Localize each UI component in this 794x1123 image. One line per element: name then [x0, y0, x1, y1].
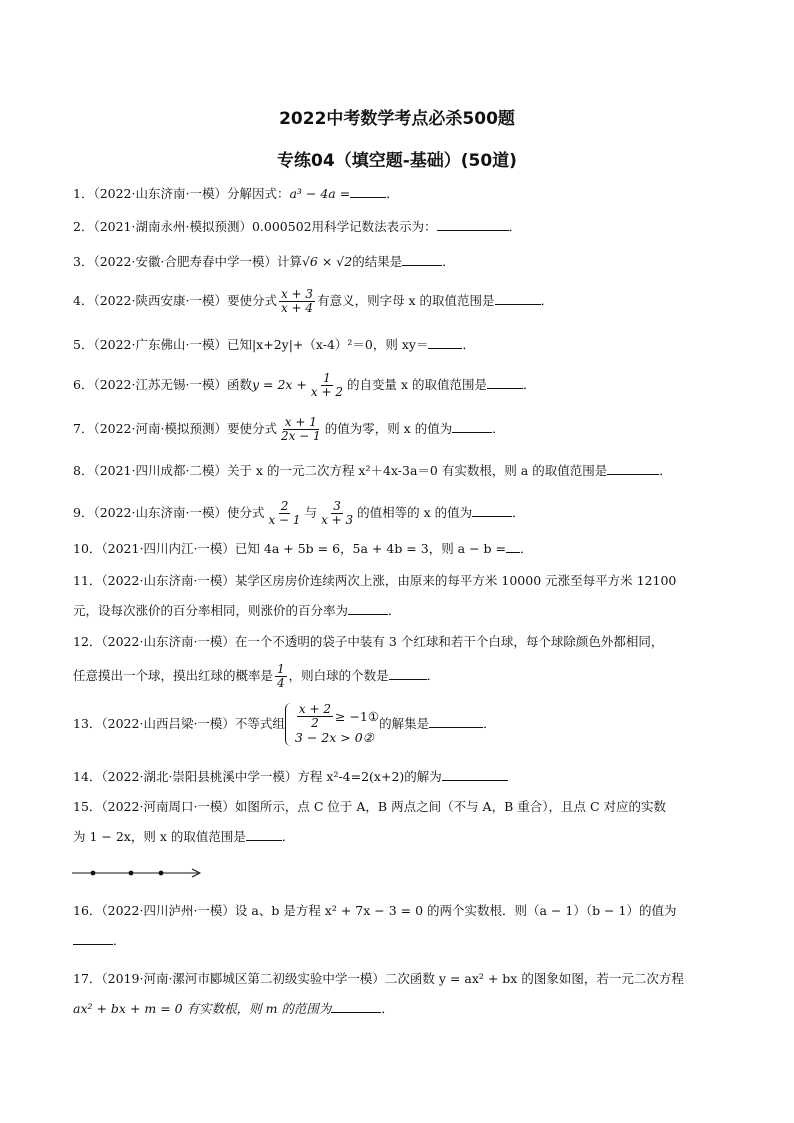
answer-blank[interactable] — [73, 932, 113, 945]
answer-blank[interactable] — [452, 420, 492, 433]
question-16: 16．（2022·四川泸州·一模）设 a、b 是方程 x² + 7x − 3 = 0 的两个实数根．则（a − 1）（b − 1）的值为 ． — [73, 903, 677, 948]
question-14: 14．（2022·湖北·崇阳县桃溪中学一模）方程 x²-4=2(x+2)的解为 — [73, 768, 508, 786]
answer-blank[interactable] — [246, 828, 282, 841]
fraction: $\frac{x + 3}{x + 4}$ — [280, 287, 314, 315]
answer-blank[interactable] — [487, 376, 523, 389]
fraction: $\frac{x + 1}{2x - 1}$ — [280, 415, 321, 443]
answer-blank[interactable] — [402, 253, 442, 266]
fraction: $\frac{3}{x + 3}$ — [321, 499, 354, 527]
point-c — [129, 871, 134, 876]
answer-blank[interactable] — [429, 715, 483, 728]
question-9: 9．（2022·山东济南·一模）使分式 $\frac{2}{x - 1}$ 与 $\frac{3}{x + 3}$ 的值相等的 x 的值为 ． — [73, 499, 525, 527]
answer-blank[interactable] — [389, 667, 427, 680]
question-3: 3．（2022·安徽·合肥寿春中学一模）计算√6 × √2的结果是 ． — [73, 254, 455, 269]
answer-blank[interactable] — [472, 504, 512, 517]
fraction: $\frac{x + 2}{2}$ — [298, 702, 332, 730]
document-title: 2022中考数学考点必杀500题 — [279, 109, 515, 129]
answer-blank[interactable] — [495, 292, 541, 305]
expression: y = 2x + — [251, 377, 307, 392]
answer-blank[interactable] — [442, 768, 508, 781]
question-8: 8．（2021·四川成都·二模）关于 x 的一元二次方程 x²＋4x-3a＝0 有实数根，则 a 的取值范围是 ． — [73, 463, 672, 478]
expression: √6 × √2 — [301, 254, 353, 269]
question-4: 4．（2022·陕西安康·一模）要使分式 $\frac{x + 3}{x + 4}$ 有意义，则字母 x 的取值范围是 ． — [73, 287, 554, 315]
question-15: 15．（2022·河南周口·一模）如图所示，点 C 位于 A，B 两点之间（不与 A，B 重合），且点 C 对应的实数 为 1 − 2x，则 x 的取值范围是 ． — [73, 799, 667, 844]
answer-blank[interactable] — [428, 336, 462, 349]
expression: a³ − 4a = — [289, 186, 351, 201]
question-11: 11．（2022·山东济南·一模）某学区房房价连续两次上涨，由原来的每平方米 10000 元涨至每平方米 12100 元，设每次涨价的百分率相同，则涨价的百分率为 ． — [73, 573, 677, 618]
question-12: 12．（2022·山东济南·一模）在一个不透明的袋子中装有 3 个红球和若干个白球，每个球除颜色外都相同， 任意摸出一个球，摸出红球的概率是 $\frac{1}{4}$ ，则白球的个数是 ． — [73, 634, 664, 690]
question-5: 5．（2022·广东佛山·一模）已知|x+2y|+（x-4）²＝0，则 xy＝ ． — [73, 337, 475, 352]
question-1: 1．（2022·山东济南·一模）分解因式：a³ − 4a = ． — [73, 186, 399, 201]
point-b — [159, 871, 164, 876]
number-line-figure — [70, 856, 210, 892]
fraction: $\frac{1}{4}$ — [277, 662, 285, 690]
answer-blank[interactable] — [506, 540, 520, 553]
fraction: $\frac{2}{x - 1}$ — [268, 499, 301, 527]
point-a — [91, 871, 96, 876]
question-13: 13．（2022·山西吕梁·一模）不等式组 $\frac{x + 2}{2}$ ≥ −1① 3 − 2x > 0② 的解集是 ． — [73, 702, 496, 745]
answer-blank[interactable] — [350, 185, 386, 198]
answer-blank[interactable] — [437, 218, 509, 231]
answer-blank[interactable] — [607, 462, 659, 475]
fraction: $\frac{1}{x + 2}$ — [310, 371, 343, 399]
question-2: 2．（2021·湖南永州·模拟预测）0.000502用科学记数法表示为： ． — [73, 219, 522, 234]
document-subtitle: 专练04（填空题-基础）(50道) — [277, 151, 517, 171]
answer-blank[interactable] — [331, 1000, 381, 1013]
inequality-system: $\frac{x + 2}{2}$ ≥ −1① 3 − 2x > 0② — [285, 703, 379, 746]
question-7: 7．（2022·河南·模拟预测）要使分式 $\frac{x + 1}{2x - 1}$ 的值为零，则 x 的值为 ． — [73, 415, 505, 443]
answer-blank[interactable] — [348, 602, 388, 615]
brace — [285, 703, 294, 746]
question-6: 6．（2022·江苏无锡·一模）函数y = 2x + $\frac{1}{x + 2}$ 的自变量 x 的取值范围是 ． — [73, 371, 536, 399]
question-10: 10．（2021·四川内江·一模）已知 4a + 5b = 6，5a + 4b = 3，则 a − b = ． — [73, 541, 533, 556]
question-17: 17．（2019·河南·漯河市郾城区第二初级实验中学一模）二次函数 y = ax² + bx 的图象如图，若一元二次方程 ax² + bx + m = 0 有实数根，则 m 的范围为 ． — [73, 971, 684, 1016]
